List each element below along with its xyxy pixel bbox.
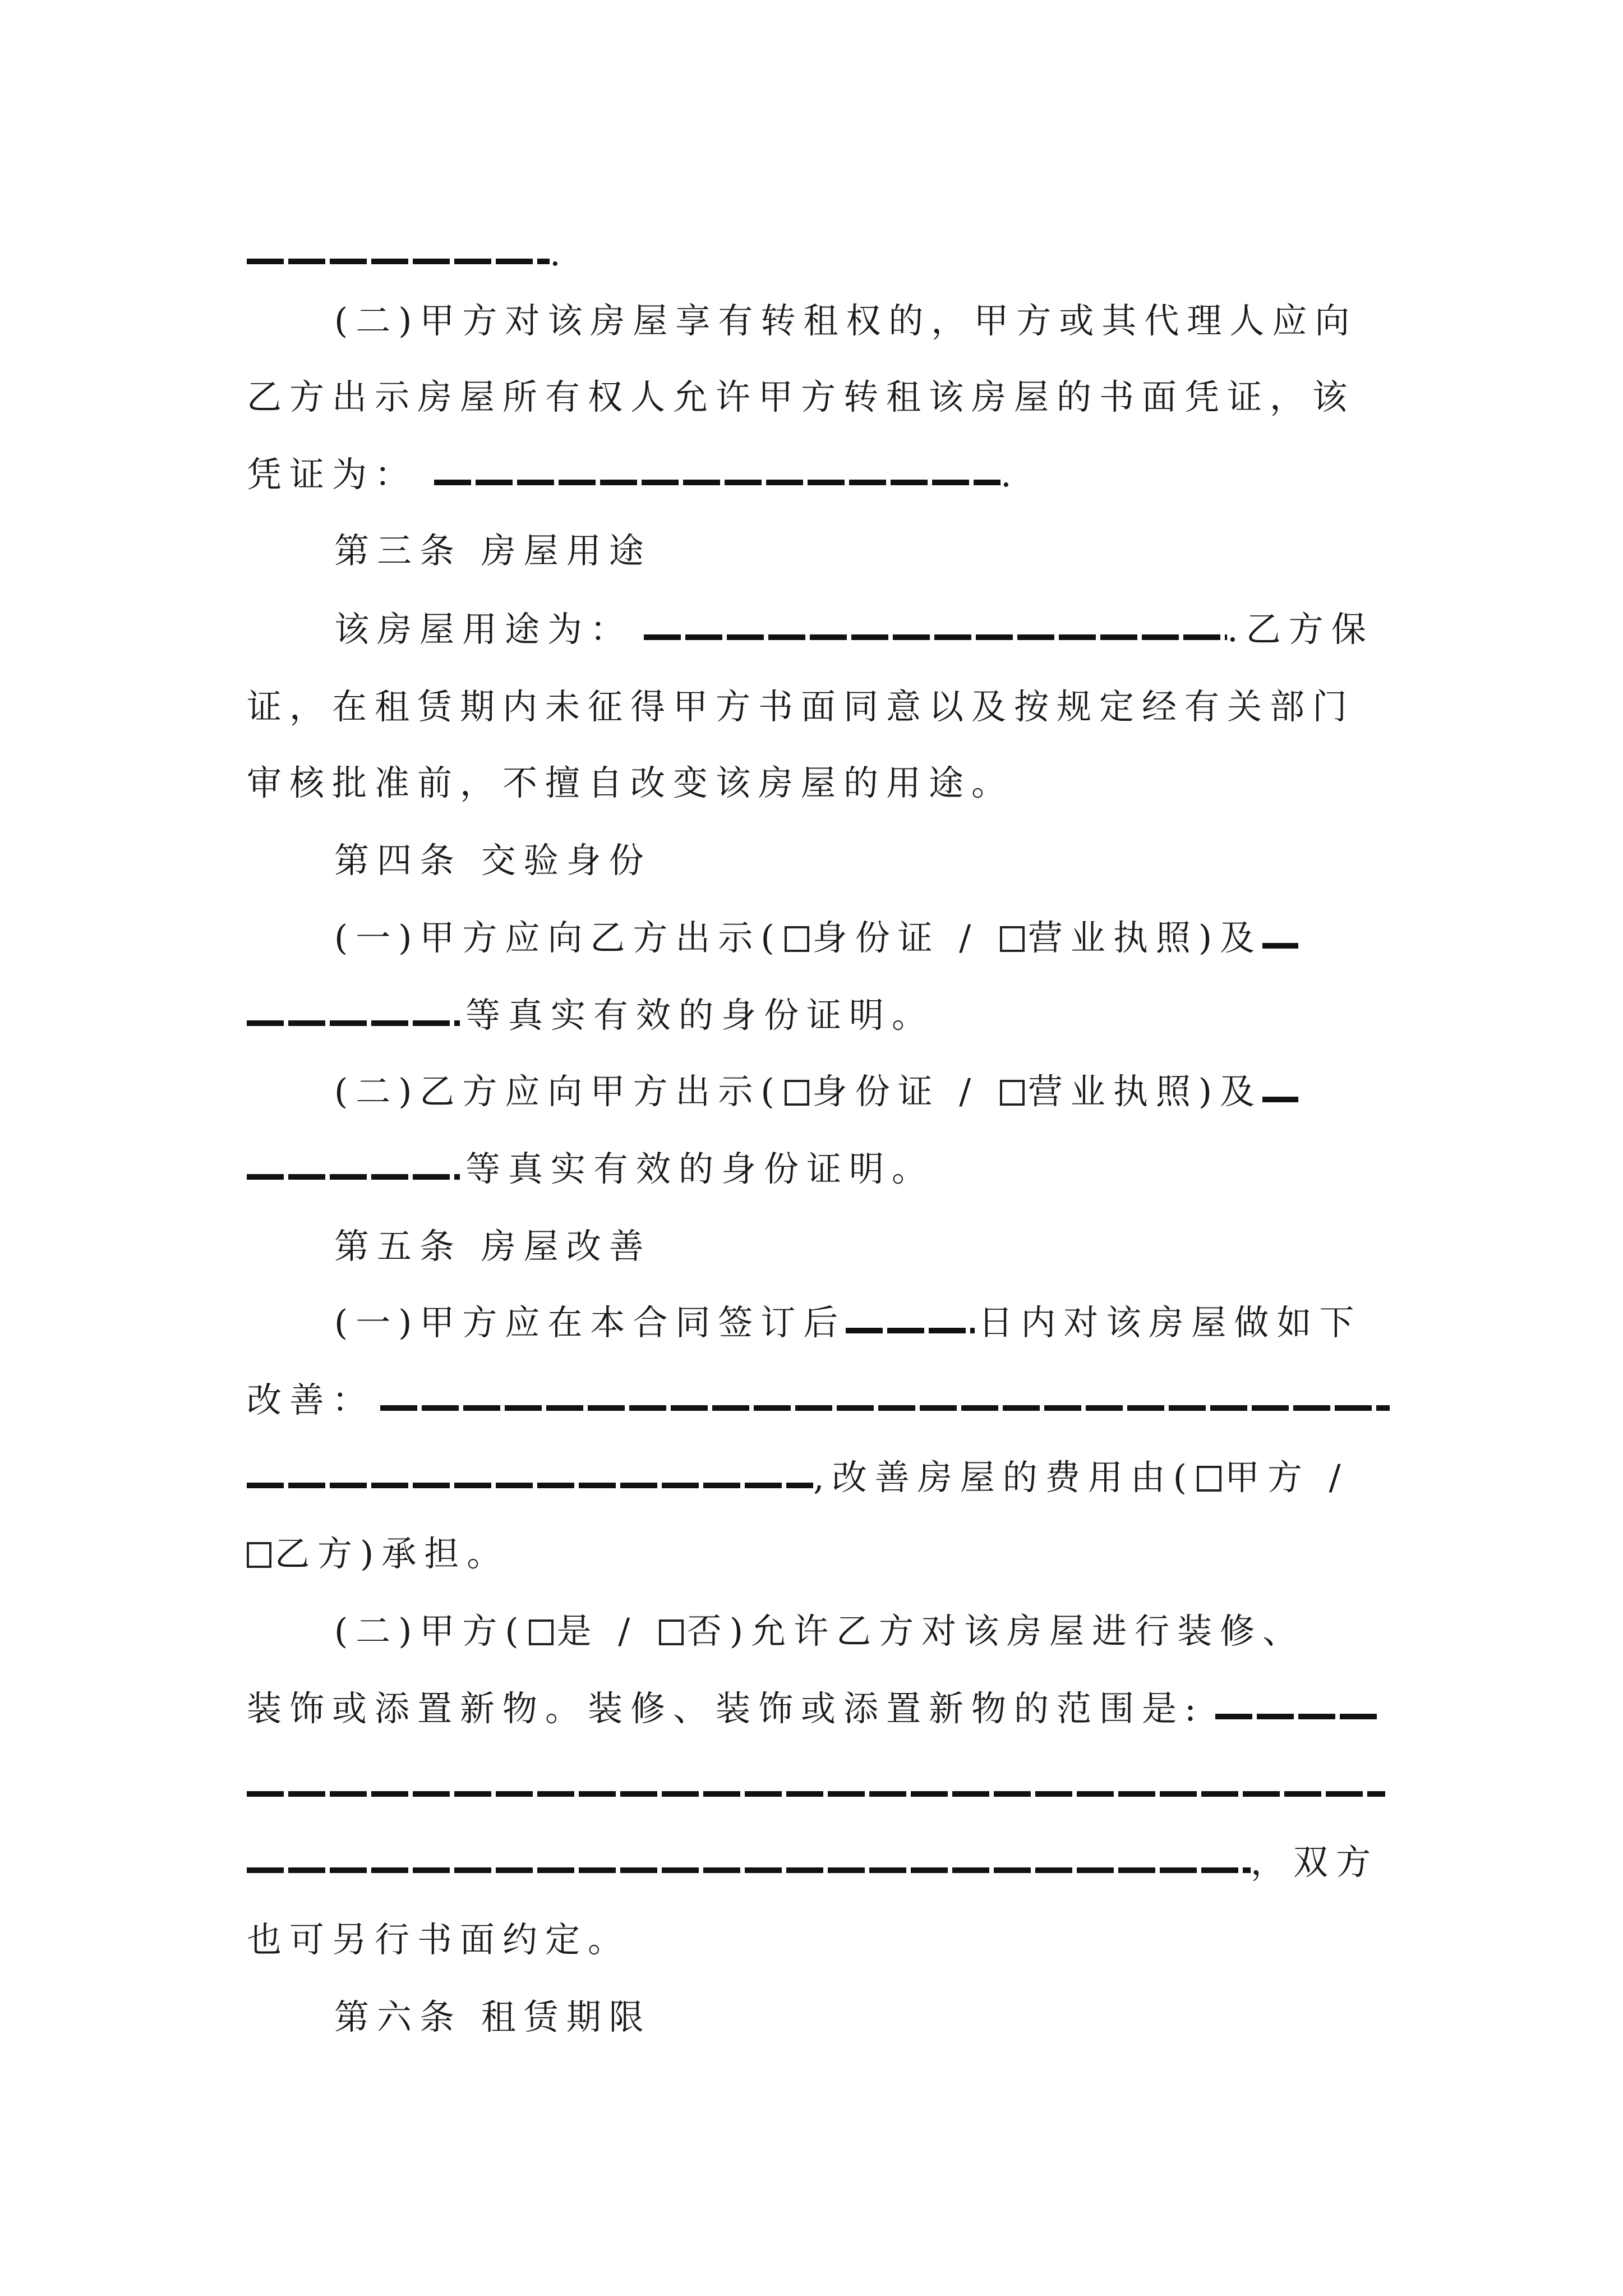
text-line: (一)甲方应在本合同签订后 日内对该房屋做如下 xyxy=(334,1302,1362,1343)
paragraph-line: (二)甲方对该房屋享有转租权的，甲方或其代理人应向 xyxy=(334,300,1358,341)
checkbox-id-card[interactable] xyxy=(785,926,809,952)
text-line: 改善： xyxy=(247,1378,1390,1423)
checkbox-yes[interactable] xyxy=(529,1619,554,1645)
checkbox-id-card-b[interactable] xyxy=(785,1080,809,1106)
checkbox-business-license[interactable] xyxy=(1000,926,1025,952)
article-title: 第五条 房屋改善 xyxy=(334,1226,652,1267)
fill-blank[interactable] xyxy=(380,1405,1390,1411)
paragraph-line: 乙方出示房屋所有权人允许甲方转租该房屋的书面凭证，该 xyxy=(247,376,1355,417)
fill-blank[interactable] xyxy=(846,1328,975,1333)
text-line: 凭证为： . xyxy=(247,454,1020,495)
text-line: (一)甲方应向乙方出示( 身份证 / 营业执照)及 xyxy=(334,915,1298,960)
checkbox-no[interactable] xyxy=(659,1619,684,1645)
paragraph-line: 审核批准前，不擅自改变该房屋的用途。 xyxy=(247,762,1015,803)
fill-blank[interactable] xyxy=(247,1483,813,1488)
text-line: ，双方 xyxy=(247,1840,1378,1885)
fill-blank[interactable] xyxy=(247,1020,460,1026)
fill-blank[interactable] xyxy=(247,259,550,264)
article-title: 第三条 房屋用途 xyxy=(334,530,652,571)
fill-blank[interactable] xyxy=(247,1791,1385,1797)
paragraph-line: 证，在租赁期内未征得甲方书面同意以及按规定经有关部门 xyxy=(247,686,1355,727)
fill-blank[interactable] xyxy=(1262,1097,1298,1102)
fill-blank[interactable] xyxy=(1215,1714,1378,1719)
checkbox-party-a[interactable] xyxy=(1197,1466,1221,1492)
text-line: (二)甲方( 是 / 否)允许乙方对该房屋进行装修、 xyxy=(334,1611,1306,1651)
text-line: ,改善房屋的费用由( 甲方 / xyxy=(247,1455,1349,1500)
checkbox-party-b[interactable] xyxy=(247,1542,271,1568)
text-line: . xyxy=(247,231,569,276)
text-line: 等真实有效的身份证明。 xyxy=(247,993,934,1038)
fill-blank[interactable] xyxy=(434,480,1000,485)
text-line xyxy=(247,1764,1385,1809)
article-title: 第四条 交验身份 xyxy=(334,840,652,881)
text-line: 该房屋用途为： .乙方保 xyxy=(334,609,1374,650)
text-line: 等真实有效的身份证明。 xyxy=(247,1147,934,1191)
paragraph-line: 也可另行书面约定。 xyxy=(247,1919,631,1960)
text-line: 装饰或添置新物。装修、装饰或添置新物的范围是: xyxy=(247,1686,1378,1731)
article-title: 第六条 租赁期限 xyxy=(334,1996,652,2037)
fill-blank[interactable] xyxy=(247,1174,460,1180)
fill-blank[interactable] xyxy=(644,634,1227,640)
text-line: (二)乙方应向甲方出示( 身份证 / 营业执照)及 xyxy=(334,1069,1298,1114)
checkbox-business-license-b[interactable] xyxy=(1000,1080,1025,1106)
fill-blank[interactable] xyxy=(247,1867,1251,1873)
text-line: 乙方)承担。 xyxy=(247,1531,509,1576)
fill-blank[interactable] xyxy=(1262,943,1298,949)
